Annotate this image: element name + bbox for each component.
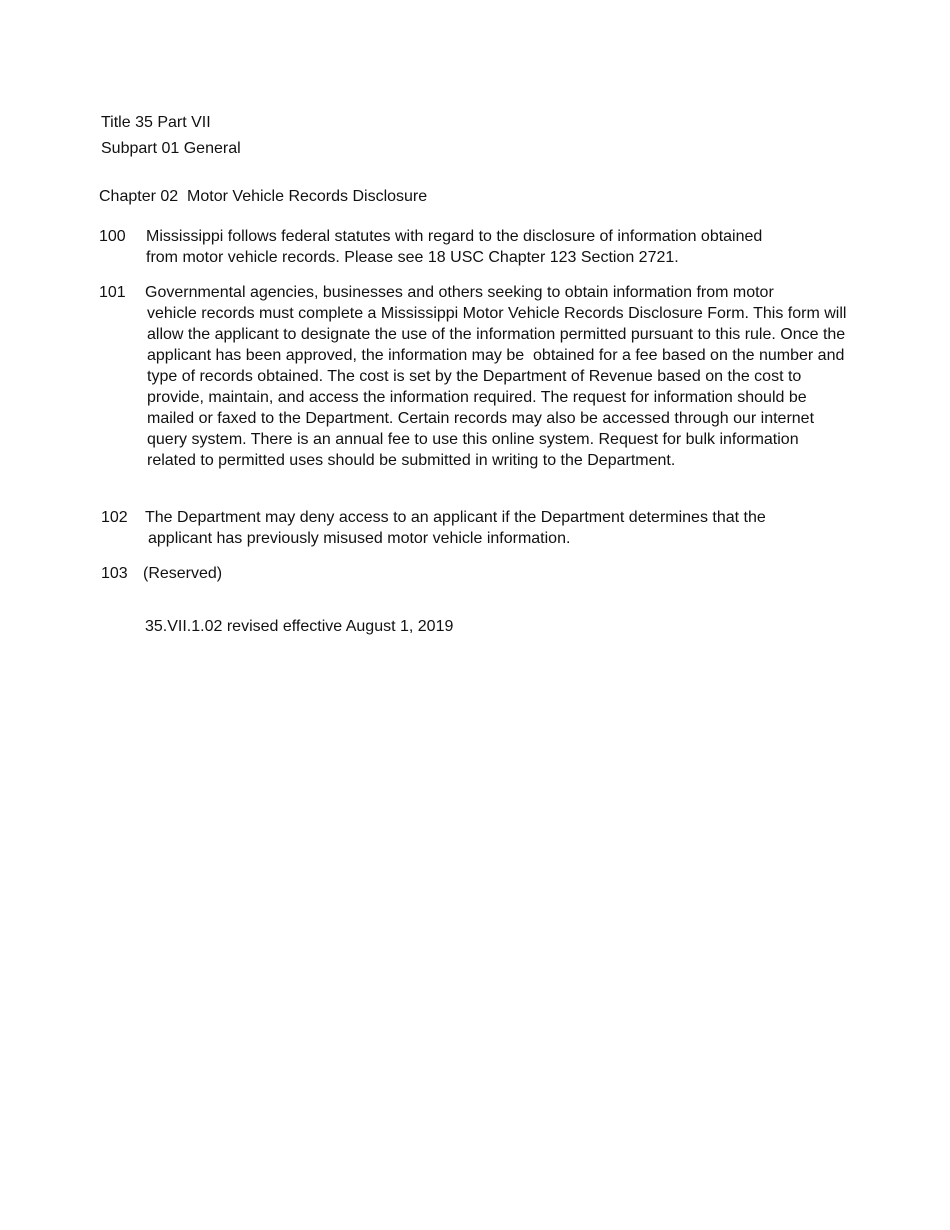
subpart-heading: Subpart 01 General — [101, 140, 241, 157]
rule-text — [146, 226, 846, 268]
rule-number: 101 — [99, 284, 126, 301]
rule-number: 102 — [101, 509, 128, 526]
revision-note: 35.VII.1.02 revised effective August 1, 2019 — [145, 618, 454, 635]
rule-line: query system. There is an annual fee to use this online system. Request for bulk information — [147, 431, 799, 448]
rule-text — [145, 507, 845, 549]
rule-line: from motor vehicle records. Please see 18 USC Chapter 123 Section 2721. — [146, 249, 679, 266]
rule-line: vehicle records must complete a Mississippi Motor Vehicle Records Disclosure Form. This form will — [147, 305, 847, 322]
rule-line: (Reserved) — [143, 565, 223, 582]
rule-line: Governmental agencies, businesses and others seeking to obtain information from motor — [145, 284, 774, 301]
rule-text — [145, 282, 845, 471]
rule-line: allow the applicant to designate the use of the information permitted pursuant to this rule. Once the — [147, 326, 846, 343]
rule-line: mailed or faxed to the Department. Certain records may also be accessed through our internet — [147, 410, 815, 427]
rule-line: applicant has been approved, the information may be obtained for a fee based on the number and — [147, 347, 845, 364]
rule-line: provide, maintain, and access the information required. The request for information should be — [147, 389, 807, 406]
rule-line: related to permitted uses should be submitted in writing to the Department. — [147, 452, 676, 469]
chapter-heading: Chapter 02 Motor Vehicle Records Disclosure — [99, 188, 428, 205]
rule-line: type of records obtained. The cost is set by the Department of Revenue based on the cost to — [147, 368, 802, 385]
document-title: Title 35 Part VII — [101, 114, 211, 131]
rule-text — [143, 563, 843, 584]
rule-line: Mississippi follows federal statutes with regard to the disclosure of information obtained — [146, 228, 763, 245]
rule-line: The Department may deny access to an applicant if the Department determines that the — [145, 509, 766, 526]
rule-number: 103 — [101, 565, 128, 582]
rule-number: 100 — [99, 228, 126, 245]
rule-line: applicant has previously misused motor vehicle information. — [148, 530, 571, 547]
